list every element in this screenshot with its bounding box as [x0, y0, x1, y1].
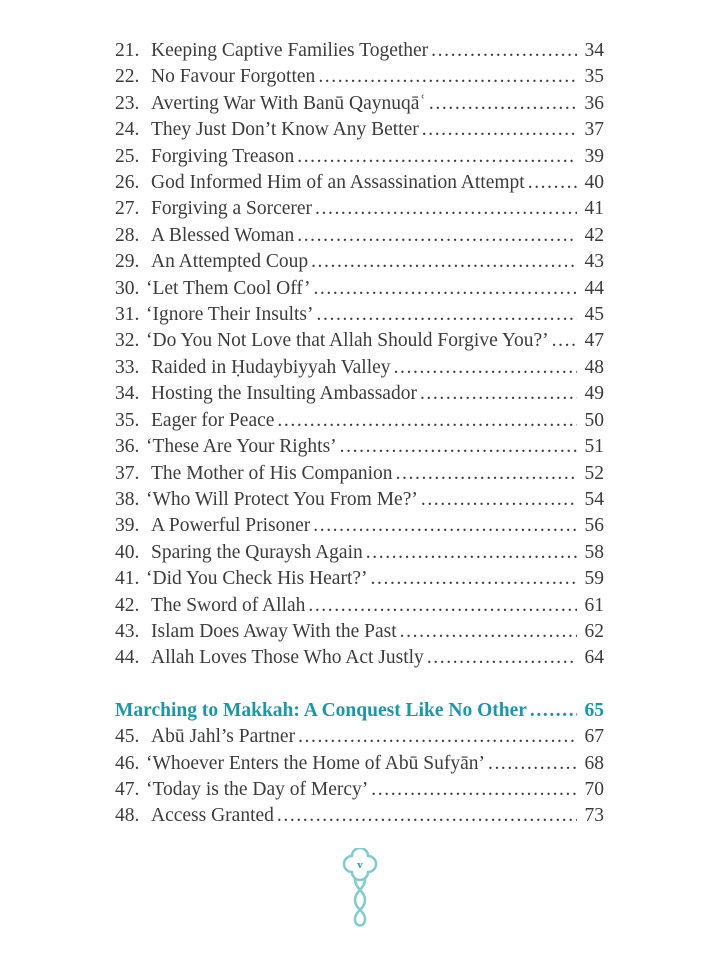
- dot-leader: [308, 593, 577, 619]
- toc-entry-page: 59: [584, 568, 604, 590]
- dot-leader: [421, 487, 577, 513]
- toc-list-part2: [115, 724, 604, 830]
- toc-entry-title: A Blessed Woman: [151, 224, 295, 246]
- toc-entry-title: ‘Do You Not Love that Allah Should Forgive You?’: [146, 330, 549, 352]
- toc-entry-number: 38.: [115, 488, 140, 510]
- toc-entry[interactable]: [115, 64, 604, 90]
- toc-entry-number: 25.: [115, 145, 140, 167]
- toc-entry[interactable]: [115, 276, 604, 302]
- toc-entry[interactable]: [115, 461, 604, 487]
- toc-entry[interactable]: [115, 196, 604, 222]
- toc-entry-title: The Mother of His Companion: [151, 462, 393, 484]
- toc-entry-number: 34.: [115, 383, 140, 405]
- toc-entry-page: 64: [584, 647, 604, 669]
- toc-entry-number: 31.: [115, 304, 140, 326]
- toc-entry-number: 26.: [115, 172, 140, 194]
- toc-entry[interactable]: [115, 249, 604, 275]
- dot-leader: [317, 302, 577, 328]
- dot-leader: [552, 328, 577, 354]
- toc-section-heading[interactable]: [115, 698, 604, 724]
- toc-entry-title: Raided in Ḥudaybiyyah Valley: [151, 356, 391, 378]
- toc-entry-number: 47.: [115, 778, 140, 800]
- toc-entry-page: 67: [584, 726, 604, 748]
- toc-entry[interactable]: [115, 381, 604, 407]
- dot-leader: [420, 381, 577, 407]
- toc-entry[interactable]: [115, 302, 604, 328]
- toc-entry-title: No Favour Forgotten: [151, 66, 316, 88]
- page-number: v: [356, 858, 363, 871]
- toc-entry-number: 32.: [115, 330, 140, 352]
- toc-entry-title: Forgiving a Sorcerer: [151, 198, 313, 220]
- toc-entry-title: ‘Did You Check His Heart?’: [146, 568, 368, 590]
- toc-entry-title: Keeping Captive Families Together: [151, 40, 429, 61]
- dot-leader: [277, 803, 577, 829]
- toc-entry-number: 37.: [115, 462, 140, 484]
- toc-entry-title: Allah Loves Those Who Act Justly: [151, 647, 424, 669]
- toc-entry-page: 47: [584, 330, 604, 352]
- toc-entry-page: 54: [584, 488, 604, 510]
- toc-entry-title: An Attempted Coup: [151, 251, 309, 273]
- toc-entry[interactable]: [115, 777, 604, 803]
- toc-entry-page: 62: [584, 620, 604, 642]
- dot-leader: [528, 170, 577, 196]
- toc-entry-page: 48: [584, 356, 604, 378]
- table-of-contents: [115, 38, 604, 830]
- toc-entry-title: The Sword of Allah: [151, 594, 306, 616]
- toc-entry-page: 34: [584, 40, 604, 61]
- toc-entry-title: Forgiving Treason: [151, 145, 295, 167]
- toc-entry-page: 45: [584, 304, 604, 326]
- toc-entry[interactable]: [115, 566, 604, 592]
- page-footer: [115, 848, 604, 930]
- toc-entry-title: Sparing the Quraysh Again: [151, 541, 363, 563]
- toc-entry-page: 49: [584, 383, 604, 405]
- toc-entry[interactable]: [115, 170, 604, 196]
- toc-entry-title: God Informed Him of an Assassination Attempt: [151, 172, 525, 194]
- dot-leader: [313, 513, 577, 539]
- toc-entry-page: 56: [584, 515, 604, 537]
- toc-entry-number: 27.: [115, 198, 140, 220]
- toc-entry[interactable]: [115, 645, 604, 671]
- toc-entry[interactable]: [115, 328, 604, 354]
- dot-leader: [318, 64, 577, 90]
- dot-leader: [429, 91, 577, 117]
- dot-leader: [371, 777, 577, 803]
- toc-entry[interactable]: [115, 144, 604, 170]
- dot-leader: [422, 117, 577, 143]
- toc-entry-title: A Powerful Prisoner: [151, 515, 311, 537]
- toc-entry-number: 29.: [115, 251, 140, 273]
- toc-entry-page: 40: [584, 172, 604, 194]
- dot-leader: [298, 724, 577, 750]
- toc-entry[interactable]: [115, 408, 604, 434]
- toc-entry-page: 70: [584, 778, 604, 800]
- section-heading-title: Marching to Makkah: A Conquest Like No Other: [115, 699, 527, 721]
- toc-list-part1: [115, 38, 604, 672]
- dot-leader: [366, 540, 577, 566]
- toc-entry-title: They Just Don’t Know Any Better: [151, 119, 419, 141]
- toc-entry-number: 22.: [115, 66, 140, 88]
- toc-entry-title: ‘Let Them Cool Off’: [146, 277, 311, 299]
- dot-leader: [396, 461, 577, 487]
- toc-entry[interactable]: [115, 513, 604, 539]
- dot-leader: [431, 38, 577, 64]
- dot-leader: [297, 223, 577, 249]
- toc-entry-page: 61: [584, 594, 604, 616]
- dot-leader: [311, 249, 577, 275]
- toc-entry-title: ‘Who Will Protect You From Me?’: [146, 488, 418, 510]
- toc-entry-number: 24.: [115, 119, 140, 141]
- toc-entry-page: 42: [584, 224, 604, 246]
- dot-leader: [277, 408, 577, 434]
- toc-entry-number: 35.: [115, 409, 140, 431]
- toc-entry-number: 48.: [115, 805, 140, 827]
- toc-entry[interactable]: [115, 724, 604, 750]
- dot-leader: [400, 619, 577, 645]
- toc-entry-number: 28.: [115, 224, 140, 246]
- toc-entry-number: 23.: [115, 92, 140, 114]
- toc-entry-page: 41: [584, 198, 604, 220]
- toc-entry-number: 40.: [115, 541, 140, 563]
- toc-entry-page: 73: [584, 805, 604, 827]
- toc-entry-number: 33.: [115, 356, 140, 378]
- toc-entry[interactable]: [115, 803, 604, 829]
- toc-entry-page: 68: [584, 752, 604, 774]
- toc-entry-number: 30.: [115, 277, 140, 299]
- toc-entry-number: 36.: [115, 436, 140, 458]
- dot-leader: [488, 751, 577, 777]
- dot-leader: [371, 566, 577, 592]
- toc-entry[interactable]: [115, 593, 604, 619]
- toc-entry-page: 39: [584, 145, 604, 167]
- toc-entry-page: 37: [584, 119, 604, 141]
- toc-entry-title: Hosting the Insulting Ambassador: [151, 383, 417, 405]
- toc-entry-number: 41.: [115, 568, 140, 590]
- dot-leader: [297, 144, 577, 170]
- toc-entry-page: 50: [584, 409, 604, 431]
- toc-entry-number: 46.: [115, 752, 140, 774]
- toc-entry[interactable]: [115, 487, 604, 513]
- toc-entry-title: ‘Today is the Day of Mercy’: [146, 778, 369, 800]
- toc-entry[interactable]: [115, 619, 604, 645]
- toc-entry-title: Eager for Peace: [151, 409, 275, 431]
- dot-leader: [315, 196, 577, 222]
- section-heading-page: 65: [584, 699, 604, 721]
- toc-entry-page: 44: [584, 277, 604, 299]
- toc-entry-page: 43: [584, 251, 604, 273]
- toc-entry-page: 35: [584, 66, 604, 88]
- toc-entry-number: 39.: [115, 515, 140, 537]
- dot-leader: [340, 434, 577, 460]
- toc-entry[interactable]: [115, 117, 604, 143]
- toc-entry-number: 45.: [115, 726, 140, 748]
- toc-entry-title: ‘These Are Your Rights’: [146, 436, 337, 458]
- dot-leader: [530, 698, 577, 724]
- toc-entry-title: ‘Whoever Enters the Home of Abū Sufyān’: [146, 752, 485, 774]
- toc-entry[interactable]: [115, 540, 604, 566]
- toc-entry[interactable]: [115, 751, 604, 777]
- toc-entry-title: Islam Does Away With the Past: [151, 620, 397, 642]
- toc-entry[interactable]: [115, 38, 604, 64]
- toc-entry-title: ‘Ignore Their Insults’: [146, 304, 314, 326]
- toc-entry[interactable]: [115, 91, 604, 117]
- toc-entry-title: Access Granted: [151, 805, 274, 827]
- dot-leader: [427, 645, 577, 671]
- toc-entry-page: 52: [584, 462, 604, 484]
- dot-leader: [394, 355, 577, 381]
- toc-entry-number: 44.: [115, 647, 140, 669]
- toc-entry-title: Abū Jahl’s Partner: [151, 726, 296, 748]
- dot-leader: [313, 276, 577, 302]
- toc-entry[interactable]: [115, 355, 604, 381]
- toc-entry[interactable]: [115, 434, 604, 460]
- toc-entry-number: 42.: [115, 594, 140, 616]
- quatrefoil-braid-ornament: [330, 848, 390, 930]
- toc-entry-title: Averting War With Banū Qaynuqāʿ: [151, 92, 426, 114]
- toc-entry-number: 21.: [115, 40, 140, 61]
- toc-entry[interactable]: [115, 223, 604, 249]
- toc-entry-number: 43.: [115, 620, 140, 642]
- toc-entry-page: 36: [584, 92, 604, 114]
- toc-entry-page: 58: [584, 541, 604, 563]
- toc-entry-page: 51: [584, 436, 604, 458]
